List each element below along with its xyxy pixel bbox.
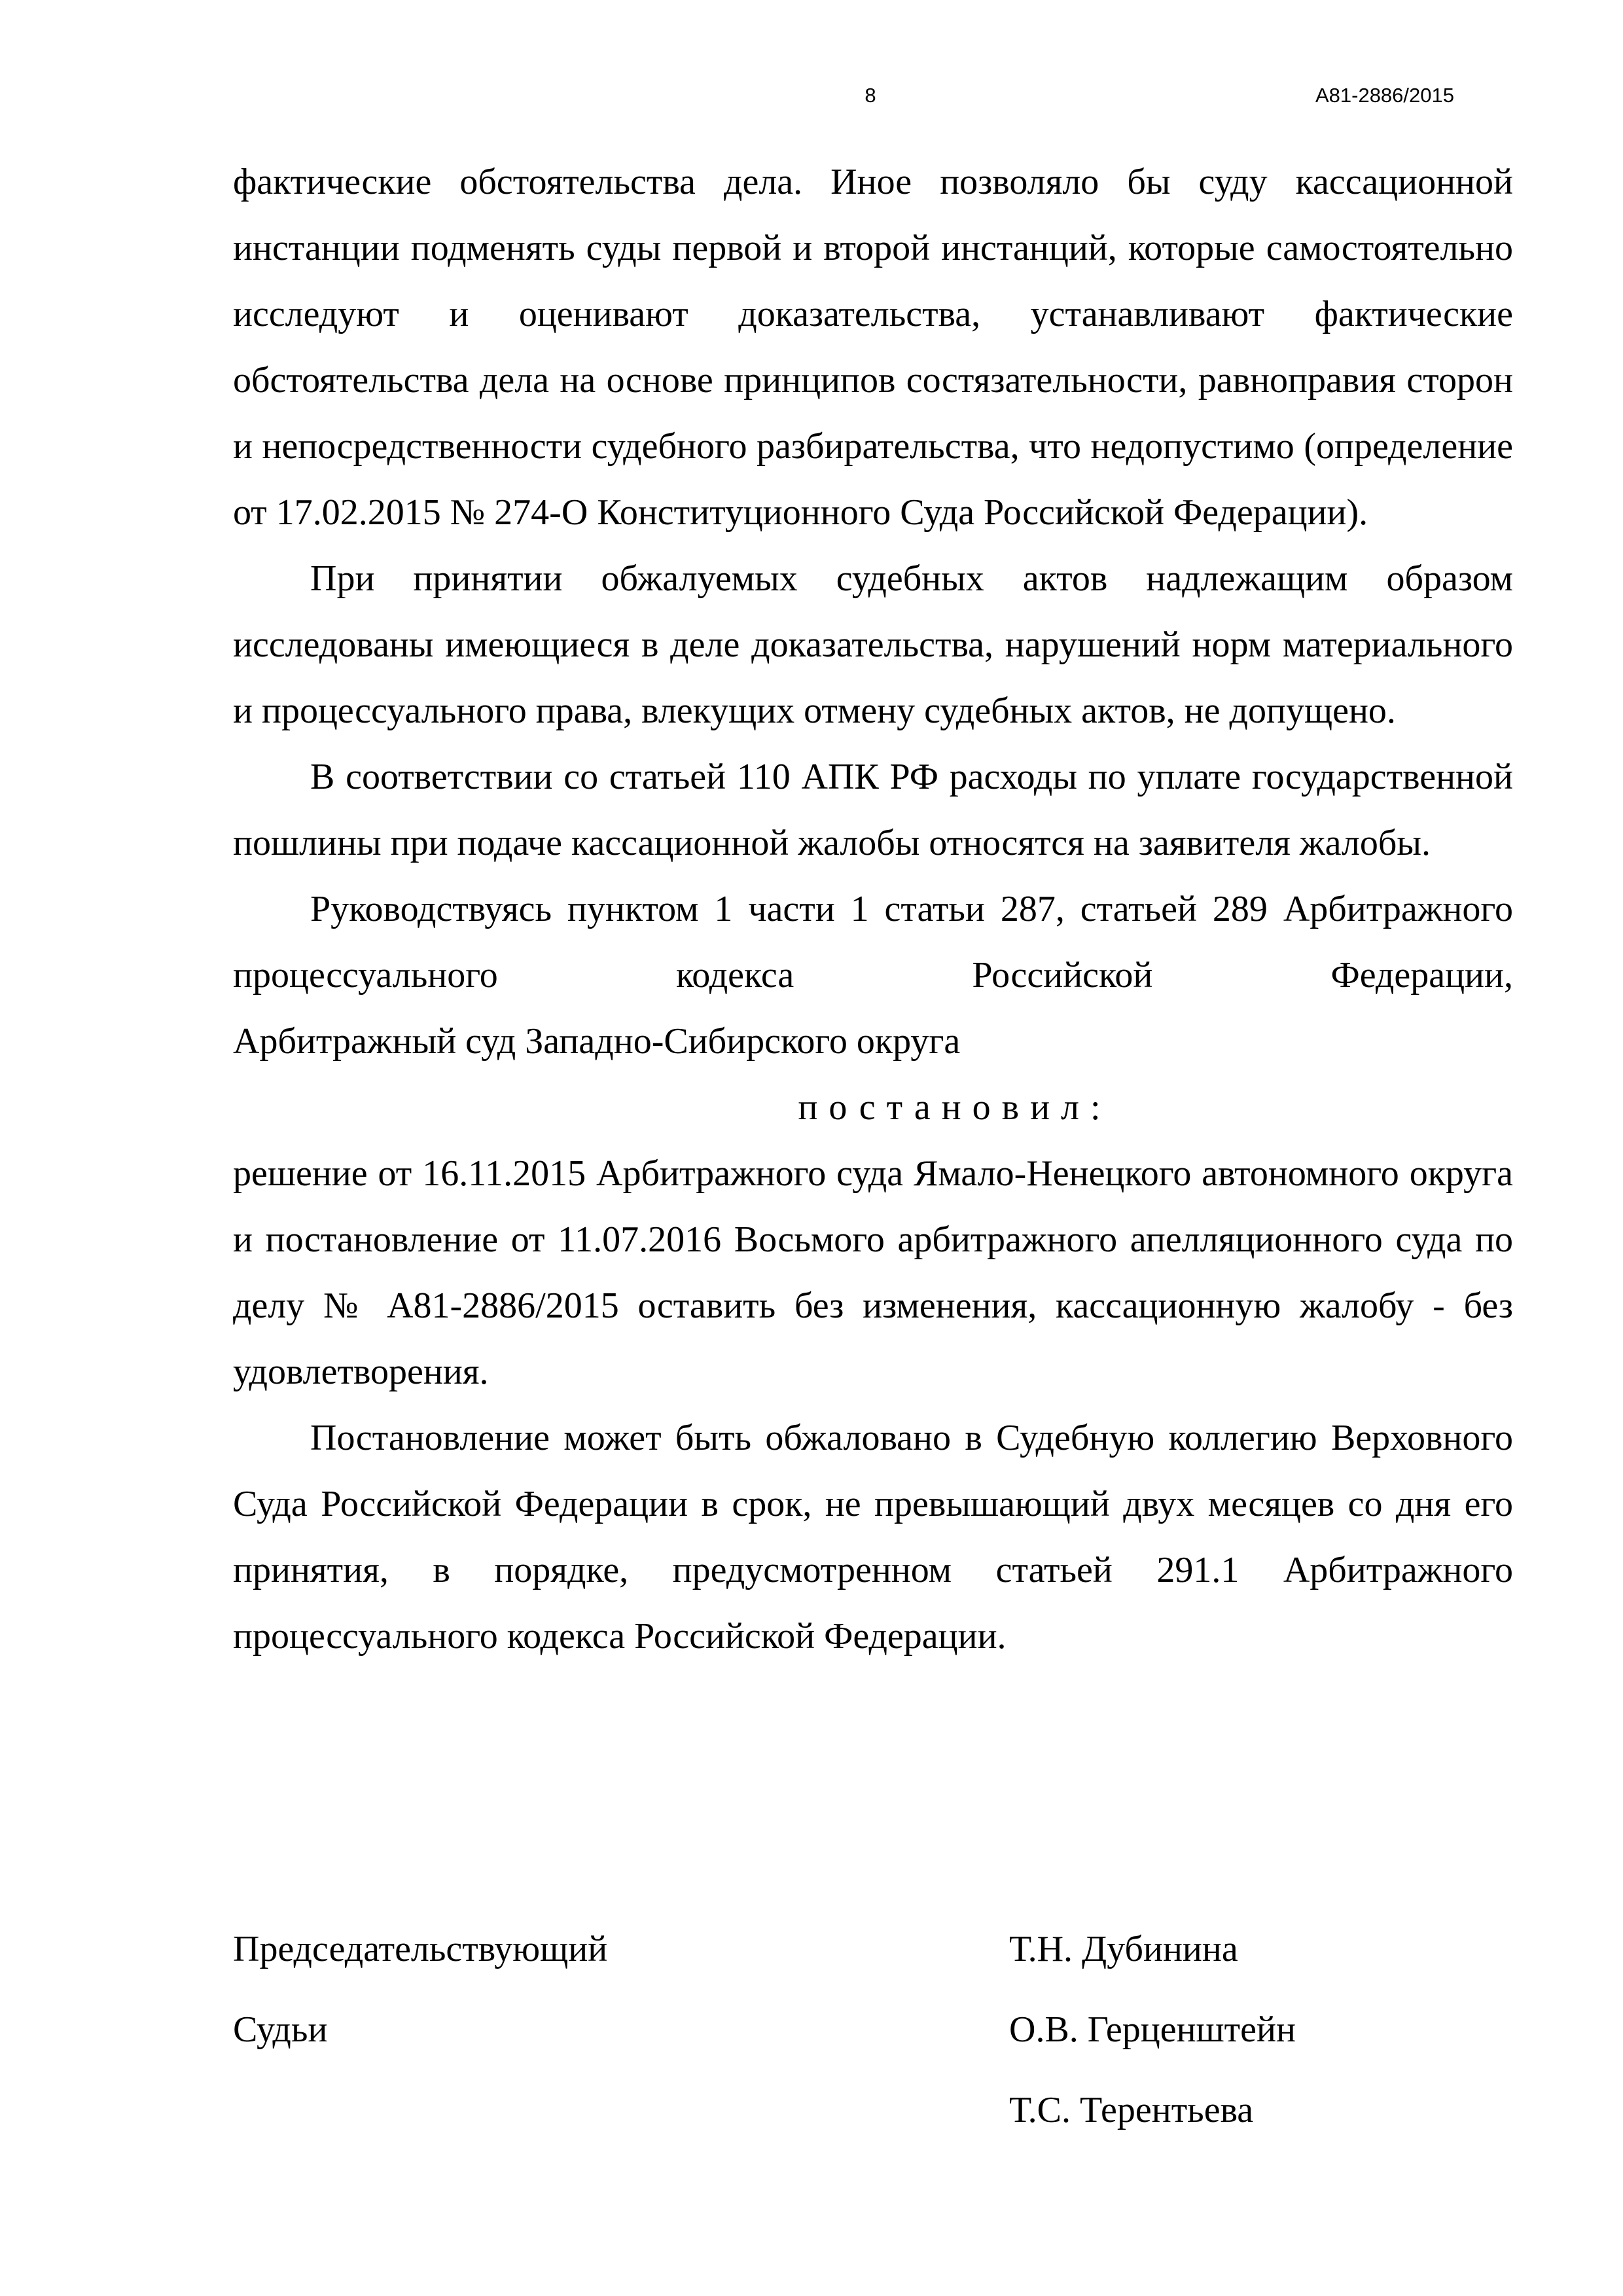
- document-body: [233, 149, 1513, 1670]
- paragraph-resolution: решение от 16.11.2015 Арбитражного суда Ямало-Ненецкого автономного округа и постановление от 11.07.2016 Восьмого арбитражного апелляционного суда по делу № А81-2886/2015 оставить без изменения, кассационную жалобу - без удовлетворения.: [233, 1153, 1513, 1392]
- decree-heading: постановил:: [798, 1087, 1112, 1128]
- paragraph-court-name: Арбитражный суд Западно-Сибирского округа: [233, 1021, 961, 1062]
- paragraph-guided-by: Руководствуясь пунктом 1 части 1 статьи 287, статьей 289 Арбитражного процессуального кодекса Российской Федерации,: [233, 889, 1513, 996]
- judge-name-1: О.В. Герценштейн: [1009, 2009, 1296, 2050]
- judges-label: Судьи: [233, 2009, 328, 2050]
- paragraph-appeal: Постановление может быть обжаловано в Судебную коллегию Верховного Суда Российской Федерации в срок, не превышающий двух месяцев со дня его принятия, в порядке, предусмотренном статьей 291.1 Арбитражного процессуального кодекса Российской Федерации.: [233, 1418, 1513, 1657]
- page-number: 8: [865, 84, 876, 107]
- presiding-label: Председательствующий: [233, 1929, 608, 1969]
- case-number-header: А81-2886/2015: [1315, 84, 1454, 107]
- paragraph-continuation: фактические обстоятельства дела. Иное позволяло бы суду кассационной инстанции подменять суды первой и второй инстанций, которые самостоятельно исследуют и оценивают доказательства, устанавливают фактические обстоятельства дела на основе принципов состязательности, равноправия сторон и непосредственности судебного разбирательства, что недопустимо (определение от 17.02.2015 № 274-О Конституционного Суда Российской Федерации).: [233, 162, 1513, 533]
- paragraph-evidence: При принятии обжалуемых судебных актов надлежащим образом исследованы имеющиеся в деле доказательства, нарушений норм материального и процессуального права, влекущих отмену судебных актов, не допущено.: [233, 558, 1513, 731]
- paragraph-costs: В соответствии со статьей 110 АПК РФ расходы по уплате государственной пошлины при подаче кассационной жалобы относятся на заявителя жалобы.: [233, 757, 1513, 863]
- judge-name-2: Т.С. Терентьева: [1009, 2090, 1254, 2130]
- presiding-name: Т.Н. Дубинина: [1009, 1929, 1238, 1969]
